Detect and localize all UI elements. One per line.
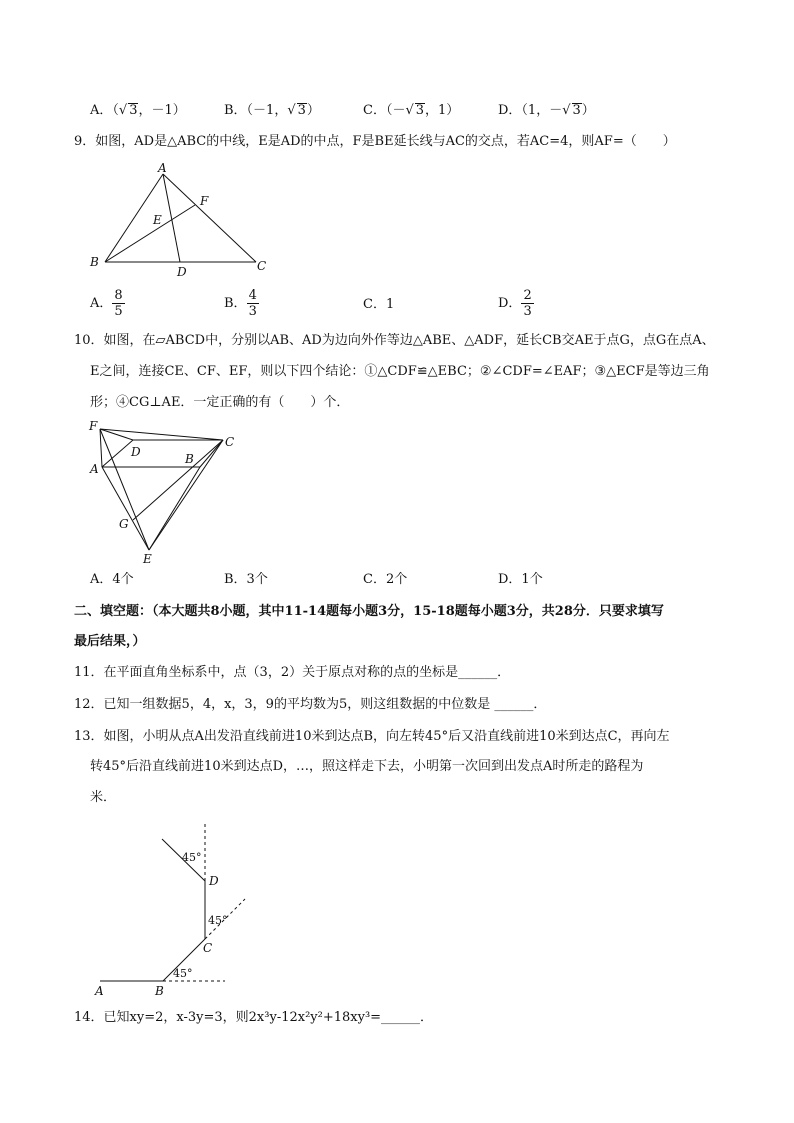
q13-line-3: 米．	[90, 790, 117, 805]
q13-angle-b: 45°	[173, 967, 193, 980]
q9-label-d: D	[177, 265, 187, 278]
q10-edge-bc	[200, 440, 223, 467]
q9-label-e: E	[153, 213, 162, 227]
q12-text: 12．已知一组数据5，4，x，3，9的平均数为5，则这组数据的中位数是 ______．	[74, 697, 547, 712]
q9-label-c: C	[257, 259, 267, 273]
q10-label-g: G	[119, 517, 129, 531]
q10-edge-ad	[102, 440, 133, 467]
q10-edge-cg	[133, 440, 223, 520]
q13-line-1: 13．如图，小明从点A出发沿直线前进10米到达点B，向左转45°后又沿直线前进10米到达点C，再向左	[74, 729, 670, 744]
section-2-heading-line-1: 二、填空题：（本大题共8小题，其中11-14题每小题3分，15-18题每小题3分，共28分．只要求填写	[74, 604, 664, 619]
q9-option-c: C．1	[363, 297, 395, 312]
q13-label-b: B	[155, 984, 164, 998]
q9-label-f: F	[200, 194, 209, 208]
q11-text: 11．在平面直角坐标系中，点（3，2）关于原点对称的点的坐标是______．	[74, 665, 511, 680]
q13-angle-d: 45°	[182, 851, 202, 864]
q9-fraction-b: $\frac{4}{3}$	[248, 288, 257, 319]
q10-edge-ae	[102, 467, 149, 550]
q13-angle-c: 45°	[208, 914, 228, 927]
q10-line-1: 10．如图，在▱ABCD中，分别以AB、AD为边向外作等边△ABE、△ADF，延长CB交AE于点G，点G在点A、	[74, 333, 715, 348]
q9-fraction-a: $\frac{8}{5}$	[114, 288, 123, 319]
q10-option-b: B．3个	[224, 572, 268, 587]
q10-option-a: A．4个	[90, 572, 134, 587]
q9-fraction-d: $\frac{2}{3}$	[523, 288, 532, 319]
q10-line-3: 形；④CG⊥AE．一定正确的有（ ）个．	[90, 395, 350, 410]
q10-parallelogram-figure	[85, 418, 245, 568]
q9-label-a: A	[158, 161, 167, 175]
q10-label-f: F	[89, 419, 98, 433]
q10-edge-fc	[100, 429, 223, 440]
q10-label-b: B	[185, 452, 194, 466]
q10-line-2: E之间，连接CE、CF、EF，则以下四个结论：①△CDF≌△EBC；②∠CDF=∠EAF；③△ECF是等边三角	[90, 364, 710, 379]
q10-edge-fa	[100, 429, 102, 467]
q13-label-a: A	[95, 984, 104, 998]
q13-label-c: C	[203, 941, 213, 955]
q10-label-e: E	[143, 552, 152, 566]
q8-option-d: D．（1，－√ 3）	[498, 103, 595, 118]
q9-option-d: D． $\frac{2}{3}$	[498, 288, 532, 319]
q13-line-2: 转45°后沿直线前进10米到达点D，…，照这样走下去，小明第一次回到出发点A时所走的路程为	[90, 759, 644, 774]
q10-label-c: C	[225, 435, 235, 449]
q10-label-a: A	[90, 462, 99, 476]
q9-option-b: B． $\frac{4}{3}$	[224, 288, 257, 319]
q9-line-bf	[105, 205, 195, 262]
q8-option-a: A．（√ 3，－1）	[90, 103, 186, 118]
q13-label-d: D	[209, 874, 219, 888]
q9-label-b: B	[90, 255, 99, 269]
q9-text: 9．如图，AD是△ABC的中线，E是AD的中点，F是BE延长线与AC的交点，若AC=4，则AF=（ ）	[74, 134, 676, 149]
q9-option-a: A． $\frac{8}{5}$	[90, 288, 123, 319]
q13-path-figure	[85, 815, 260, 1000]
q9-triangle-figure	[80, 158, 280, 278]
q10-option-c: C．2个	[363, 572, 408, 587]
q10-option-d: D．1个	[498, 572, 543, 587]
q8-option-c: C．（－√ 3，1）	[363, 103, 460, 118]
q10-edge-be	[149, 467, 200, 550]
q10-label-d: D	[131, 445, 141, 459]
q8-option-b: B．（－1，√ 3）	[224, 103, 320, 118]
section-2-heading-line-2: 最后结果，）	[74, 634, 146, 649]
q14-text: 14．已知xy=2，x-3y=3，则2x³y-12x²y²+18xy³=______．	[74, 1010, 434, 1025]
